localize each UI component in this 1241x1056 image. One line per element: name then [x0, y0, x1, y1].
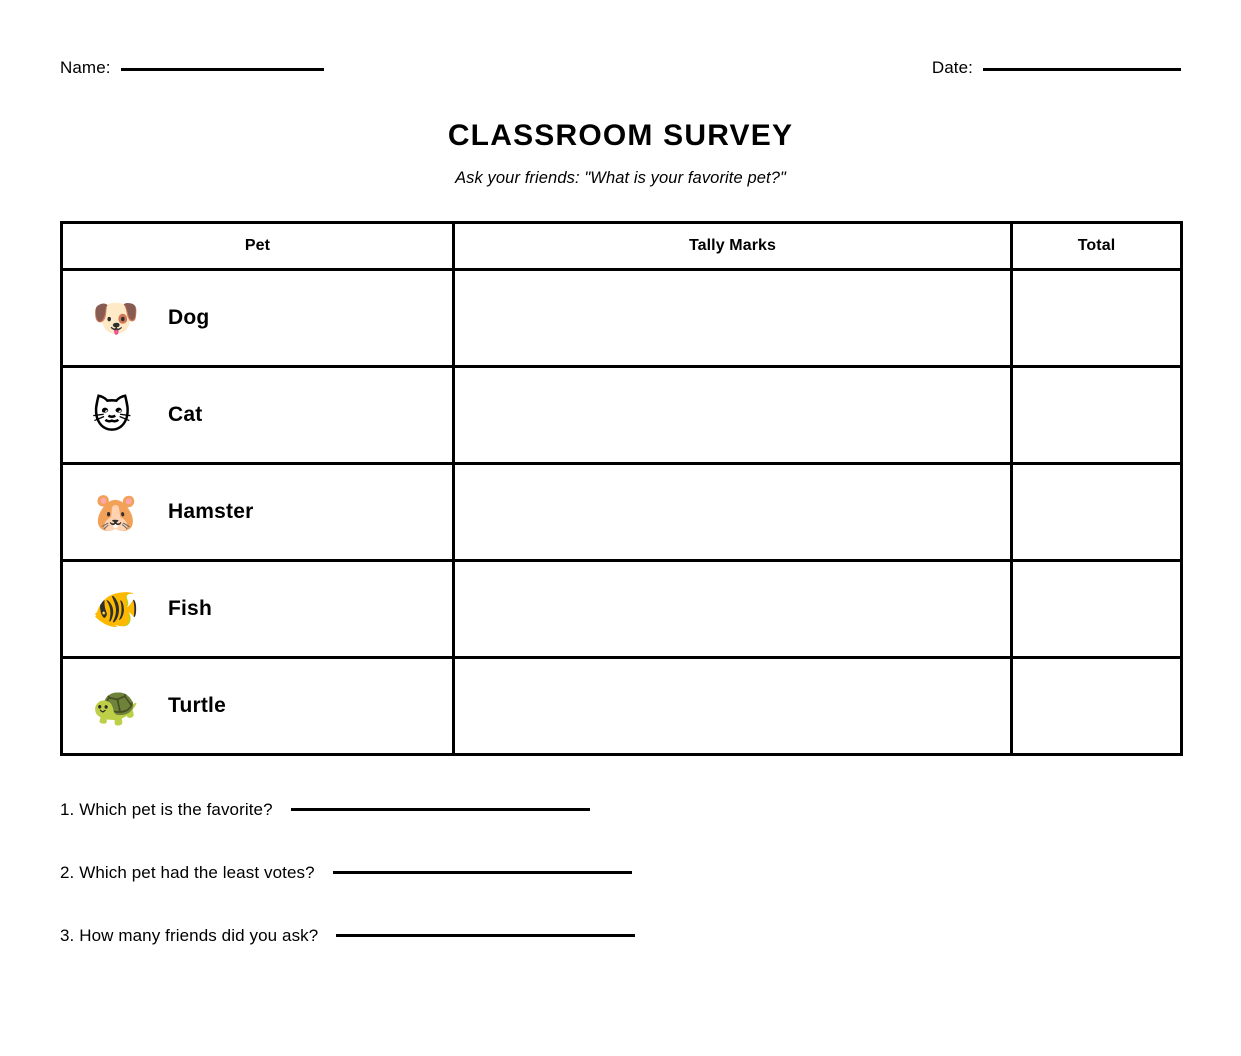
question-2-text: 2. Which pet had the least votes? [60, 863, 315, 882]
pet-label-fish: Fish [168, 597, 212, 620]
name-field-group [60, 58, 324, 78]
questions-section [60, 800, 1180, 989]
table-row [62, 658, 1182, 755]
table-header-row [62, 223, 1182, 270]
question-3 [60, 926, 1180, 989]
pet-cell-dog [62, 270, 454, 367]
question-3-text: 3. How many friends did you ask? [60, 926, 319, 945]
table-row [62, 270, 1182, 367]
hamster-face-emoji: 🐹 [92, 490, 140, 534]
table-header [62, 223, 1182, 270]
date-write-in-line[interactable] [983, 68, 1181, 71]
title-block [0, 120, 1241, 188]
cat-face-emoji: 🐱 [92, 393, 132, 437]
column-header-tally-marks: Tally Marks [454, 223, 1012, 270]
tally-cell-dog[interactable] [454, 270, 1012, 367]
tropical-fish-emoji: 🐠 [92, 587, 140, 631]
question-2-answer-line[interactable] [333, 871, 632, 874]
pet-label-turtle: Turtle [168, 694, 226, 717]
table-row [62, 561, 1182, 658]
tally-cell-turtle[interactable] [454, 658, 1012, 755]
pet-label-hamster: Hamster [168, 500, 254, 523]
total-cell-fish[interactable] [1012, 561, 1182, 658]
question-1-answer-line[interactable] [291, 808, 590, 811]
question-2 [60, 863, 1180, 926]
pet-label-cat: Cat [168, 403, 203, 426]
total-cell-dog[interactable] [1012, 270, 1182, 367]
question-1-text: 1. Which pet is the favorite? [60, 800, 273, 819]
total-cell-hamster[interactable] [1012, 464, 1182, 561]
column-header-pet: Pet [62, 223, 454, 270]
pet-cell-turtle [62, 658, 454, 755]
name-write-in-line[interactable] [121, 68, 324, 71]
tally-cell-hamster[interactable] [454, 464, 1012, 561]
total-cell-turtle[interactable] [1012, 658, 1182, 755]
pet-cell-cat [62, 367, 454, 464]
page-subtitle: Ask your friends: "What is your favorite pet?" [455, 168, 786, 187]
total-cell-cat[interactable] [1012, 367, 1182, 464]
question-1 [60, 800, 1180, 863]
pet-label-dog: Dog [168, 306, 210, 329]
dog-face-emoji: 🐶 [92, 296, 140, 340]
pet-cell-fish [62, 561, 454, 658]
table-row [62, 464, 1182, 561]
question-3-answer-line[interactable] [336, 934, 635, 937]
pet-cell-hamster [62, 464, 454, 561]
name-label: Name: [60, 58, 111, 77]
page-title: CLASSROOM SURVEY [447, 119, 794, 152]
name-date-row [60, 58, 1181, 88]
tally-cell-cat[interactable] [454, 367, 1012, 464]
column-header-total: Total [1012, 223, 1182, 270]
table-body [62, 270, 1182, 755]
date-field-group [932, 58, 1181, 78]
table-row [62, 367, 1182, 464]
turtle-emoji: 🐢 [92, 684, 140, 728]
survey-table [60, 221, 1183, 756]
date-label: Date: [931, 58, 973, 77]
tally-cell-fish[interactable] [454, 561, 1012, 658]
